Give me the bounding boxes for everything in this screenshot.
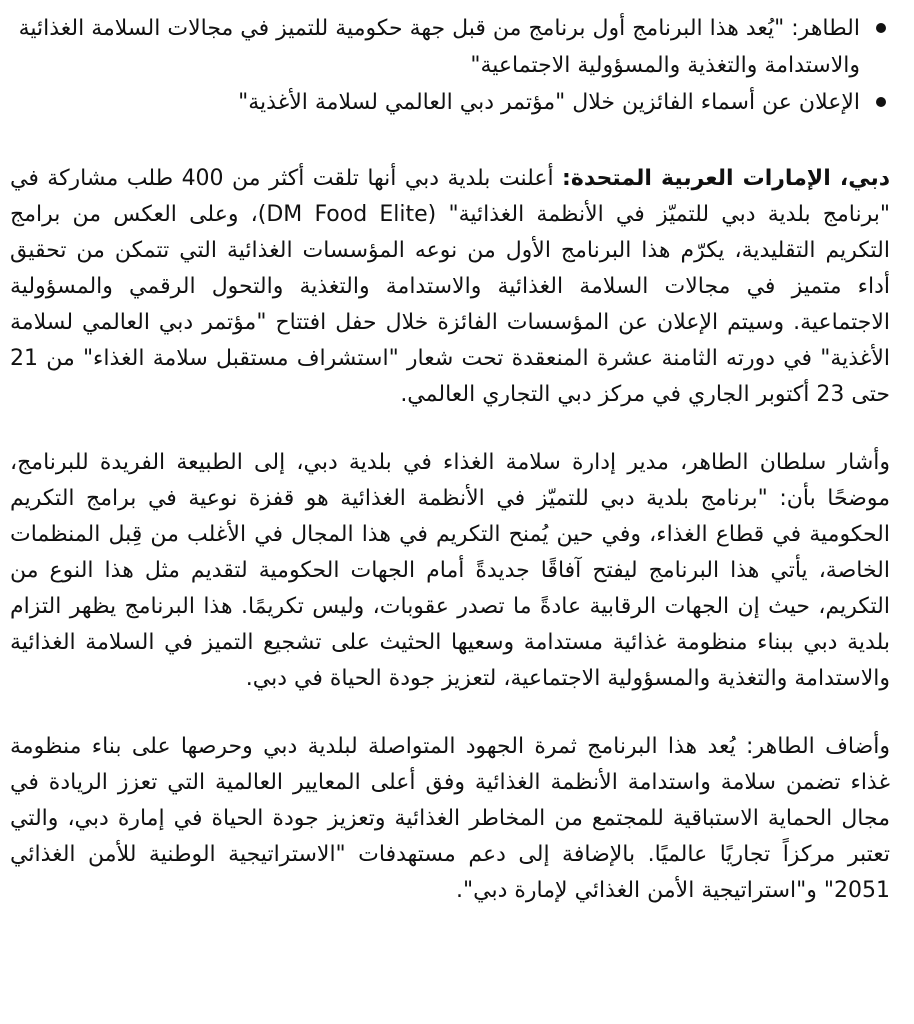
highlight-item <box>10 84 890 121</box>
highlight-item <box>10 10 890 84</box>
dateline: دبي، الإمارات العربية المتحدة: <box>562 166 890 191</box>
lead-text-part1: أعلنت بلدية دبي أنها تلقت أكثر من 400 طلب مشاركة في "برنامج بلدية دبي للتميّز في الأنظمة الغذائية" ( <box>10 166 890 227</box>
lead-text-part2: )، وعلى العكس من برامج التكريم التقليدية، يكرّم هذا البرنامج الأول من نوعه المؤسسات الغذائية التي تتمكن من تحقيق أداء متميز في مجالات السلامة الغذائية والاستدامة والتغذية والتحول الرقمي والمسؤولية الاجتماعية. وسيتم الإعلان عن المؤسسات الفائزة خلال حفل افتتاح "مؤتمر دبي العالمي لسلامة الأغذية" في دورته الثامنة عشرة المنعقدة تحت شعار "استشراف مستقبل سلامة الغذاء" من 21 حتى 23 أكتوبر الجاري في مركز دبي التجاري العالمي. <box>10 202 890 407</box>
highlight-text: الإعلان عن أسماء الفائزين خلال "مؤتمر دبي العالمي لسلامة الأغذية" <box>238 90 860 115</box>
highlight-text: الطاهر: "يُعد هذا البرنامج أول برنامج من قبل جهة حكومية للتميز في مجالات السلامة الغذائية والاستدامة والتغذية والمسؤولية الاجتماعية" <box>18 16 860 78</box>
program-english-name: DM Food Elite <box>266 202 428 227</box>
body-paragraph-closing: وأضاف الطاهر: يُعد هذا البرنامج ثمرة الجهود المتواصلة لبلدية دبي وحرصها على بناء منظومة غذاء تضمن سلامة واستدامة الأنظمة الغذائية وفق أعلى المعايير العالمية التي تعزز الريادة في مجال الحماية الاستباقية للمجتمع من المخاطر الغذائية وتعزيز جودة الحياة في إمارة دبي، والتي تعتبر مركزاً تجاريًا عالميًا. بالإضافة إلى دعم مستهدفات "الاستراتيجية الوطنية للأمن الغذائي 2051" و"استراتيجية الأمن الغذائي لإمارة دبي". <box>10 734 890 903</box>
body-paragraph-quote: وأشار سلطان الطاهر، مدير إدارة سلامة الغذاء في بلدية دبي، إلى الطبيعة الفريدة للبرنامج، موضحًا بأن: "برنامج بلدية دبي للتميّز في الأنظمة الغذائية هو قفزة نوعية في برامج التكريم الحكومية في قطاع الغذاء، وفي حين يُمنح التكريم في هذا المجال في الأغلب من قِبل المنظمات الخاصة، يأتي هذا البرنامج ليفتح آفاقًا جديدةً أمام الجهات الحكومية لتقديم مثل هذا النوع من التكريم، حيث إن الجهات الرقابية عادةً ما تصدر عقوبات، وليس تكريمًا. هذا البرنامج يظهر التزام بلدية دبي ببناء منظومة غذائية مستدامة وسعيها الحثيث على تشجيع التميز في السلامة الغذائية والاستدامة والتغذية والمسؤولية الاجتماعية، لتعزيز جودة الحياة في دبي. <box>10 450 890 691</box>
lead-paragraph <box>10 161 890 413</box>
bullet-dot-icon <box>876 23 886 33</box>
bullet-dot-icon <box>876 97 886 107</box>
highlights-list <box>10 0 890 121</box>
